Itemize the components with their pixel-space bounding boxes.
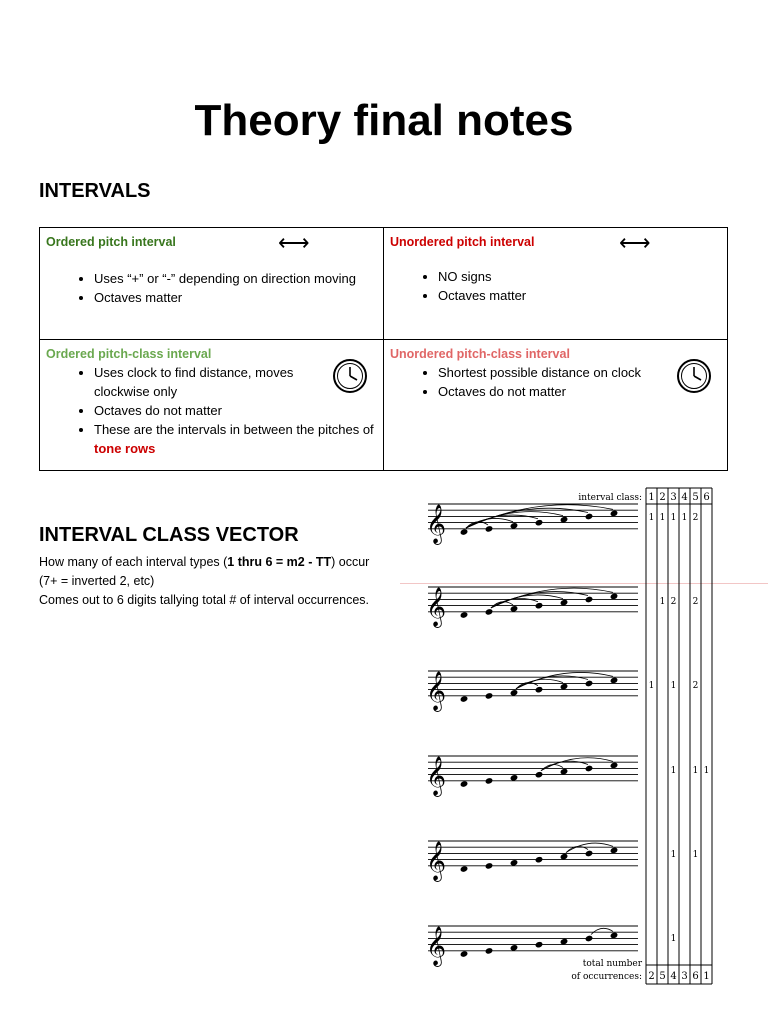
note-head [460, 611, 469, 619]
count-value: 1 [670, 934, 677, 944]
interval-vector-figure [420, 484, 726, 988]
note-head [585, 850, 594, 858]
cell-header: Unordered pitch interval [390, 235, 535, 249]
list-item: • These are the intervals in between the pitches of tone rows [94, 420, 374, 458]
total-value: 1 [703, 971, 710, 982]
clock-icon [332, 358, 368, 394]
total-value: 4 [670, 971, 677, 982]
note-head [535, 771, 544, 779]
note-head [485, 692, 494, 700]
list-item: • Octaves matter [94, 288, 377, 307]
total-label: of occurrences: [571, 972, 642, 982]
total-value: 3 [681, 971, 688, 982]
total-label: total number [582, 959, 642, 969]
cell-header: Unordered pitch-class interval [390, 347, 570, 361]
bullet-list [46, 269, 377, 307]
count-value: 1 [703, 766, 710, 776]
treble-clef-icon: 𝄞 [426, 503, 447, 544]
clock-icon [676, 358, 712, 394]
intervals-heading: INTERVALS [39, 180, 151, 202]
note-head [535, 941, 544, 949]
bullet-list [390, 363, 721, 401]
count-value: 1 [659, 513, 666, 523]
note-head [535, 519, 544, 527]
note-head [535, 686, 544, 694]
note-head [535, 602, 544, 610]
treble-clef-icon: 𝄞 [426, 670, 447, 711]
interval-class-label: interval class: [578, 493, 642, 503]
icv-line-2: (7+ = inverted 2, etc) [39, 574, 155, 588]
count-value: 2 [692, 513, 699, 523]
note-head [460, 780, 469, 788]
cell-header: Ordered pitch-class interval [46, 347, 212, 361]
cell-unordered-pitch-interval [384, 228, 728, 340]
double-arrow-icon: ⟷ [619, 230, 651, 255]
note-head [485, 777, 494, 785]
count-value: 1 [670, 513, 677, 523]
grid-group [646, 488, 712, 984]
note-head [485, 608, 494, 616]
count-value: 1 [648, 681, 655, 691]
icv-line-1: How many of each interval types (1 thru 6 = m2 - TT) occur [39, 555, 370, 569]
note-head [585, 765, 594, 773]
total-value: 6 [692, 971, 699, 982]
cell-unordered-pitch-class-interval [384, 340, 728, 471]
column-header: 4 [681, 492, 688, 503]
list-item: • Octaves matter [438, 286, 721, 305]
cell-ordered-pitch-interval [40, 228, 384, 340]
figure-text-group [571, 492, 709, 982]
list-item: • Uses clock to find distance, moves clockwise only [94, 363, 334, 401]
treble-clef-icon: 𝄞 [426, 925, 447, 966]
note-head [460, 865, 469, 873]
note-head [460, 528, 469, 536]
total-value: 5 [659, 971, 666, 982]
note-head [485, 525, 494, 533]
staves-group [426, 504, 638, 967]
count-value: 1 [681, 513, 688, 523]
page-title: Theory final notes [194, 96, 574, 145]
count-value: 1 [670, 850, 677, 860]
note-head [485, 947, 494, 955]
note-head [585, 680, 594, 688]
list-item: • Shortest possible distance on clock [438, 363, 721, 382]
note-head [585, 513, 594, 521]
treble-clef-icon: 𝄞 [426, 840, 447, 881]
note-head [585, 596, 594, 604]
treble-clef-icon: 𝄞 [426, 586, 447, 627]
interval-arc [491, 588, 613, 608]
column-header: 2 [659, 492, 666, 503]
count-value: 2 [692, 681, 699, 691]
note-head [460, 950, 469, 958]
note-head [485, 862, 494, 870]
column-header: 3 [670, 492, 677, 503]
count-value: 1 [670, 681, 677, 691]
count-value: 1 [692, 850, 699, 860]
double-arrow-icon: ⟷ [278, 230, 310, 255]
note-head [535, 856, 544, 864]
list-item: • NO signs [438, 267, 721, 286]
count-value: 2 [692, 597, 699, 607]
note-head [585, 935, 594, 943]
note-head [460, 695, 469, 703]
total-value: 2 [648, 971, 655, 982]
column-header: 1 [648, 492, 655, 503]
list-item: • Uses “+” or “-” depending on direction moving [94, 269, 377, 288]
cell-header: Ordered pitch interval [46, 235, 176, 249]
interval-arc [591, 928, 613, 934]
bullet-list [46, 363, 374, 458]
intervals-table [39, 227, 728, 471]
icv-description [39, 553, 419, 610]
icv-heading: INTERVAL CLASS VECTOR [39, 524, 299, 546]
count-value: 1 [670, 766, 677, 776]
count-value: 2 [670, 597, 677, 607]
tone-rows-emphasis: tone rows [94, 441, 156, 456]
column-header: 5 [692, 492, 699, 503]
list-item: • Octaves do not matter [438, 382, 721, 401]
count-value: 1 [692, 766, 699, 776]
icv-line-3: Comes out to 6 digits tallying total # of interval occurrences. [39, 593, 370, 607]
bullet-list [390, 267, 721, 305]
count-value: 1 [648, 513, 655, 523]
column-header: 6 [703, 492, 710, 503]
list-item: • Octaves do not matter [94, 401, 334, 420]
treble-clef-icon: 𝄞 [426, 755, 447, 796]
cell-ordered-pitch-class-interval [40, 340, 384, 471]
count-value: 1 [659, 597, 666, 607]
interval-arc [466, 508, 588, 528]
